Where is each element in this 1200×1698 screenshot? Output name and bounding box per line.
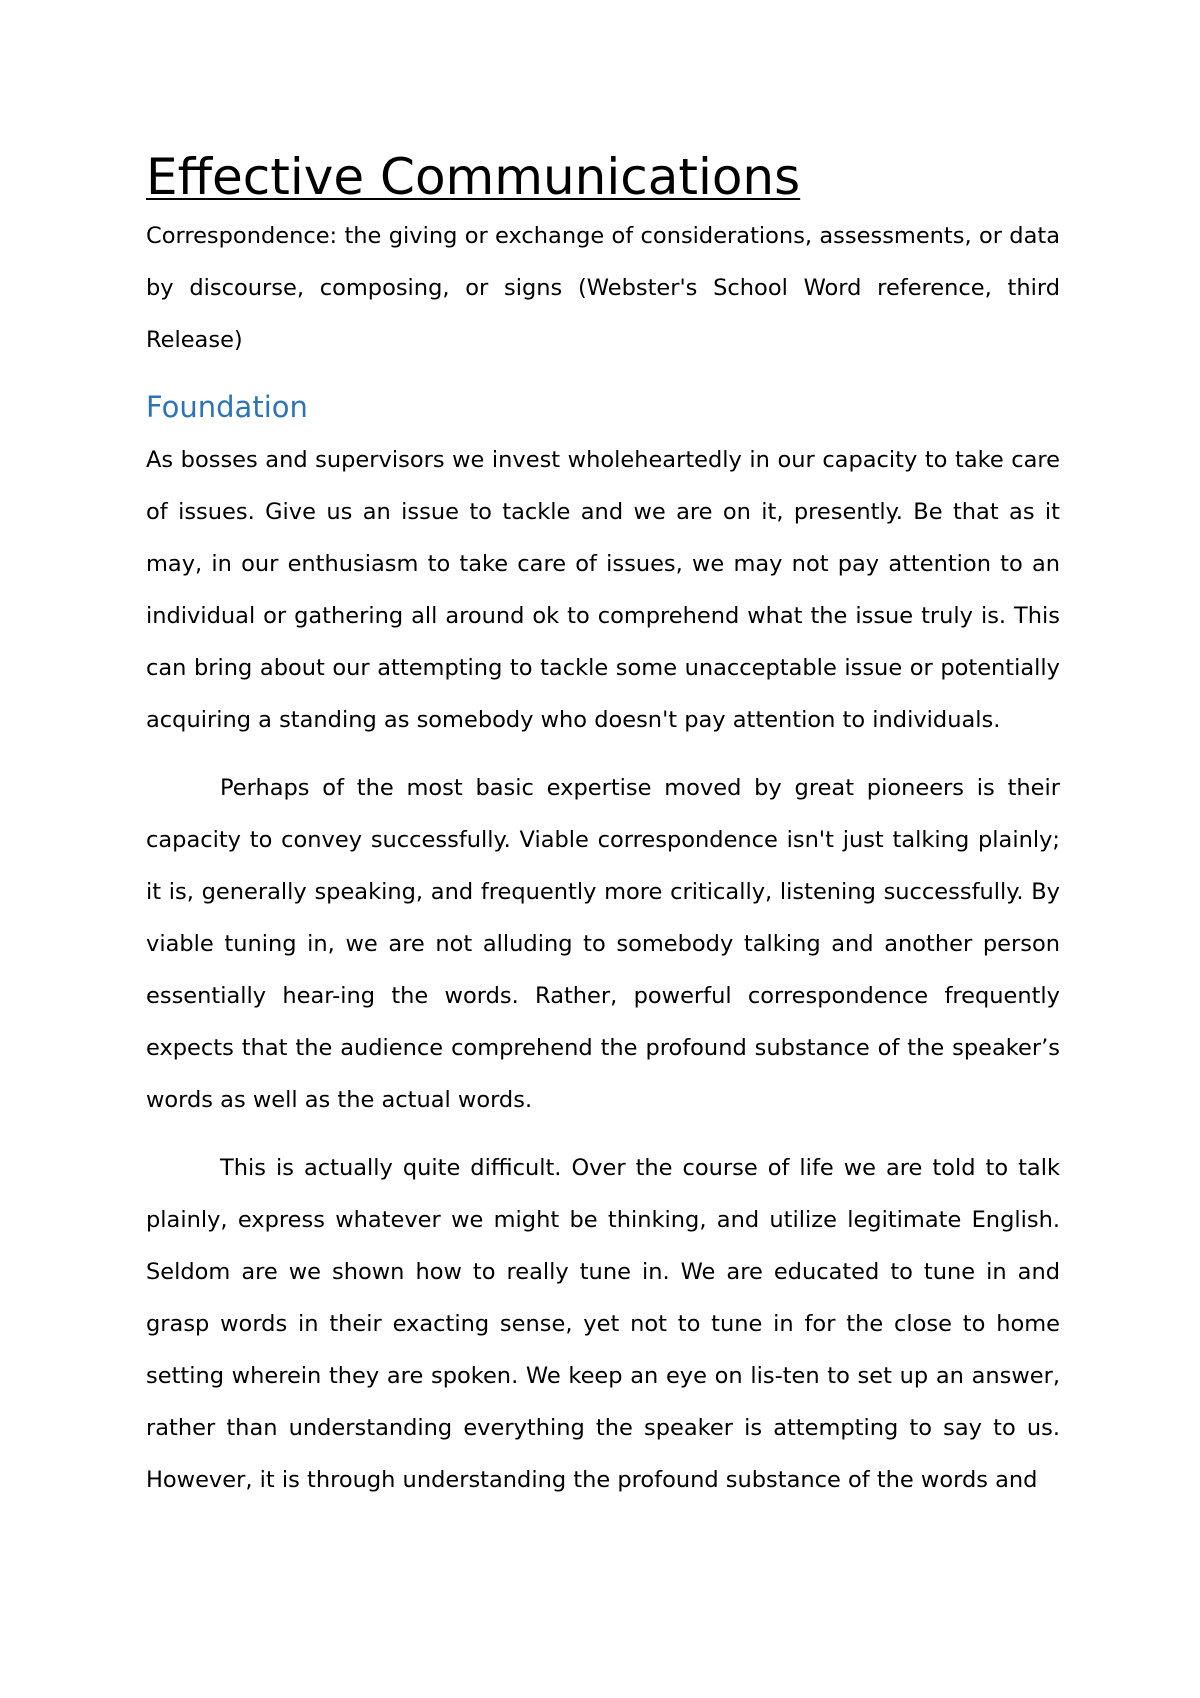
document-body [146,142,1060,1506]
definition-paragraph: Correspondence: the giving or exchange of considerations, assessments, or data by discourse, composing, or signs (Webster's School Word reference, third Release) [146,223,1060,353]
section-heading-foundation: Foundation [146,390,308,424]
body-paragraph-1: As bosses and supervisors we invest wholeheartedly in our capacity to take care of issues. Give us an issue to tackle and we are on it, presently. Be that as it may, in our enthusiasm to take care of issues, we may not pay attention to an individual or gathering all around ok to comprehend what the issue truly is. This can bring about our attempting to tackle some unacceptable issue or potentially acquiring a standing as somebody who doesn't pay attention to individuals. [146,447,1060,733]
body-paragraph-2: Perhaps of the most basic expertise moved by great pioneers is their capacity to convey successfully. Viable correspondence isn't just talking plainly; it is, generally speaking, and frequently more critically, listening successfully. By viable tuning in, we are not alluding to somebody talking and another person essentially hear-ing the words. Rather, powerful correspondence frequently expects that the audience comprehend the profound substance of the speaker’s words as well as the actual words. [146,775,1060,1113]
body-paragraph-3: This is actually quite difficult. Over the course of life we are told to talk plainly, express whatever we might be thinking, and utilize legitimate English. Seldom are we shown how to really tune in. We are educated to tune in and grasp words in their exacting sense, yet not to tune in for the close to home setting wherein they are spoken. We keep an eye on lis-ten to set up an answer, rather than understanding everything the speaker is attempting to say to us. However, it is through understanding the profound substance of the words and [146,1155,1060,1493]
document-title: Effective Communications [146,148,801,206]
